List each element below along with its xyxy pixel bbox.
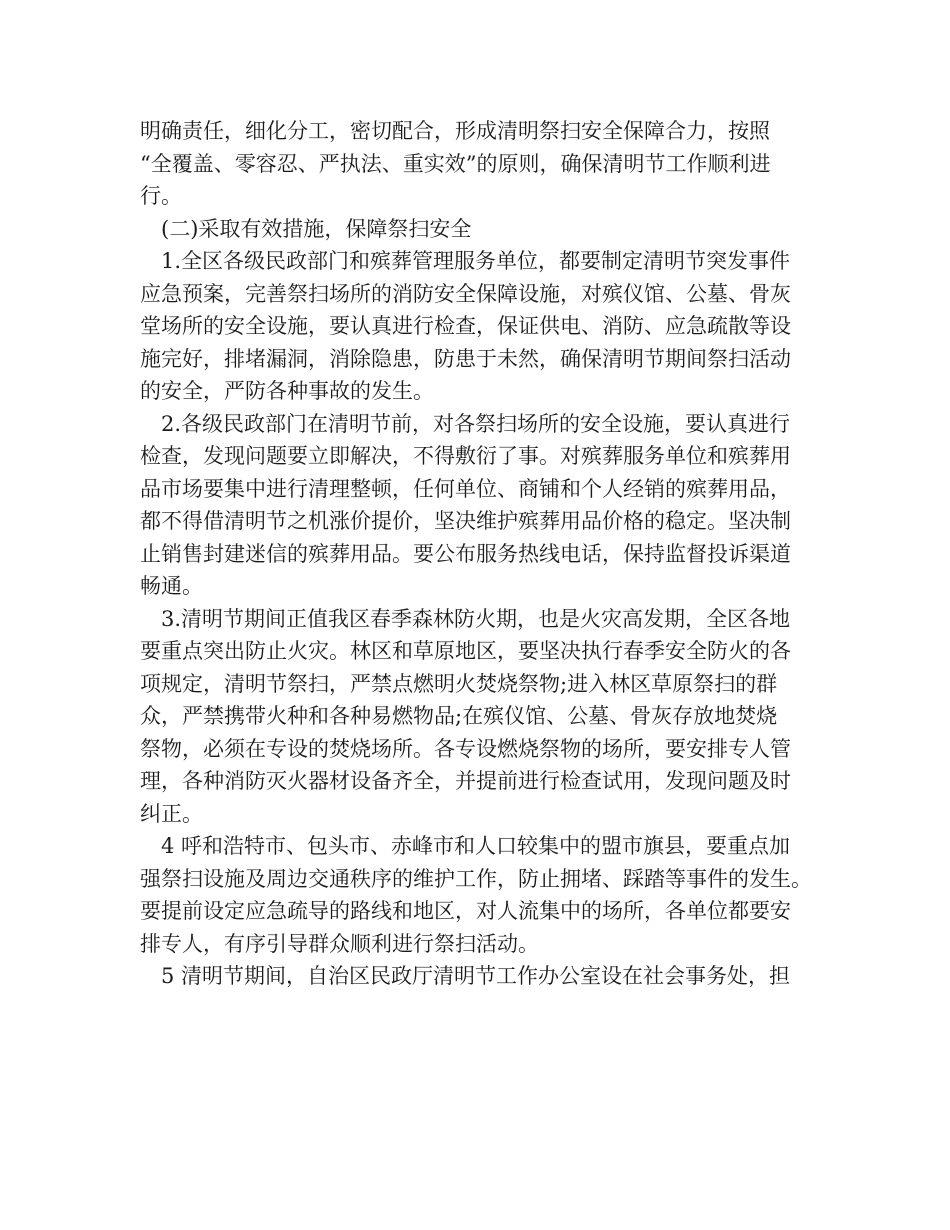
text-line: 强祭扫设施及周边交通秩序的维护工作，防止拥堵、踩踏等事件的发生。: [140, 866, 812, 891]
text-line: 畅通。: [140, 574, 203, 598]
text-line: 应急预案，完善祭扫场所的消防安全保障设施，对殡仪馆、公墓、骨灰: [140, 281, 791, 306]
text-line: 纠正。: [140, 801, 203, 826]
text-line: 行。: [140, 184, 182, 208]
text-line: 3.清明节期间正值我区春季森林防火期，也是火灾高发期，全区各地: [161, 606, 791, 631]
text-line: 施完好，排堵漏洞，消除隐患，防患于未然，确保清明节期间祭扫活动: [140, 346, 791, 371]
text-line: 2.各级民政部门在清明节前，对各祭扫场所的安全设施，要认真进行: [161, 411, 791, 436]
text-line: 品市场要集中进行清理整顿，任何单位、商铺和个人经销的殡葬用品，: [140, 476, 791, 501]
text-line: 明确责任，细化分工，密切配合，形成清明祭扫安全保障合力，按照: [140, 119, 770, 143]
text-line: 检查，发现问题要立即解决，不得敷衍了事。对殡葬服务单位和殡葬用: [140, 444, 791, 468]
text-line: 众，严禁携带火种和各种易燃物品;在殡仪馆、公墓、骨灰存放地焚烧: [140, 704, 778, 728]
document-body: [140, 115, 820, 993]
text-line: 堂场所的安全设施，要认真进行检查，保证供电、消防、应急疏散等设: [140, 314, 791, 338]
text-line: 要提前设定应急疏导的路线和地区，对人流集中的场所，各单位都要安: [140, 899, 791, 923]
text-line: 1.全区各级民政部门和殡葬管理服务单位，都要制定清明节突发事件: [161, 249, 791, 273]
text-line: 4 呼和浩特市、包头市、赤峰市和人口较集中的盟市旗县，要重点加: [161, 834, 791, 858]
text-line: 要重点突出防止火灾。林区和草原地区，要坚决执行春季安全防火的各: [140, 639, 791, 663]
text-line: 5 清明节期间，自治区民政厅清明节工作办公室设在社会事务处，担: [161, 964, 791, 988]
text-line: 止销售封建迷信的殡葬用品。要公布服务热线电话，保持监督投诉渠道: [140, 541, 791, 566]
text-line: 项规定，清明节祭扫，严禁点燃明火焚烧祭物;进入林区草原祭扫的群: [140, 671, 778, 696]
text-line: 的安全，严防各种事故的发生。: [140, 379, 434, 403]
text-line: 祭物，必须在专设的焚烧场所。各专设燃烧祭物的场所，要安排专人管: [140, 736, 791, 761]
text-line: 排专人，有序引导群众顺利进行祭扫活动。: [140, 931, 539, 956]
text-line: 理，各种消防灭火器材设备齐全，并提前进行检查试用，发现问题及时: [140, 769, 791, 793]
text-line: “全覆盖、零容忍、严执法、重实效”的原则，确保清明节工作顺利进: [140, 151, 771, 176]
text-line: 都不得借清明节之机涨价提价，坚决维护殡葬用品价格的稳定。坚决制: [140, 509, 791, 533]
section-heading: (二)采取有效措施，保障祭扫安全: [161, 216, 472, 241]
